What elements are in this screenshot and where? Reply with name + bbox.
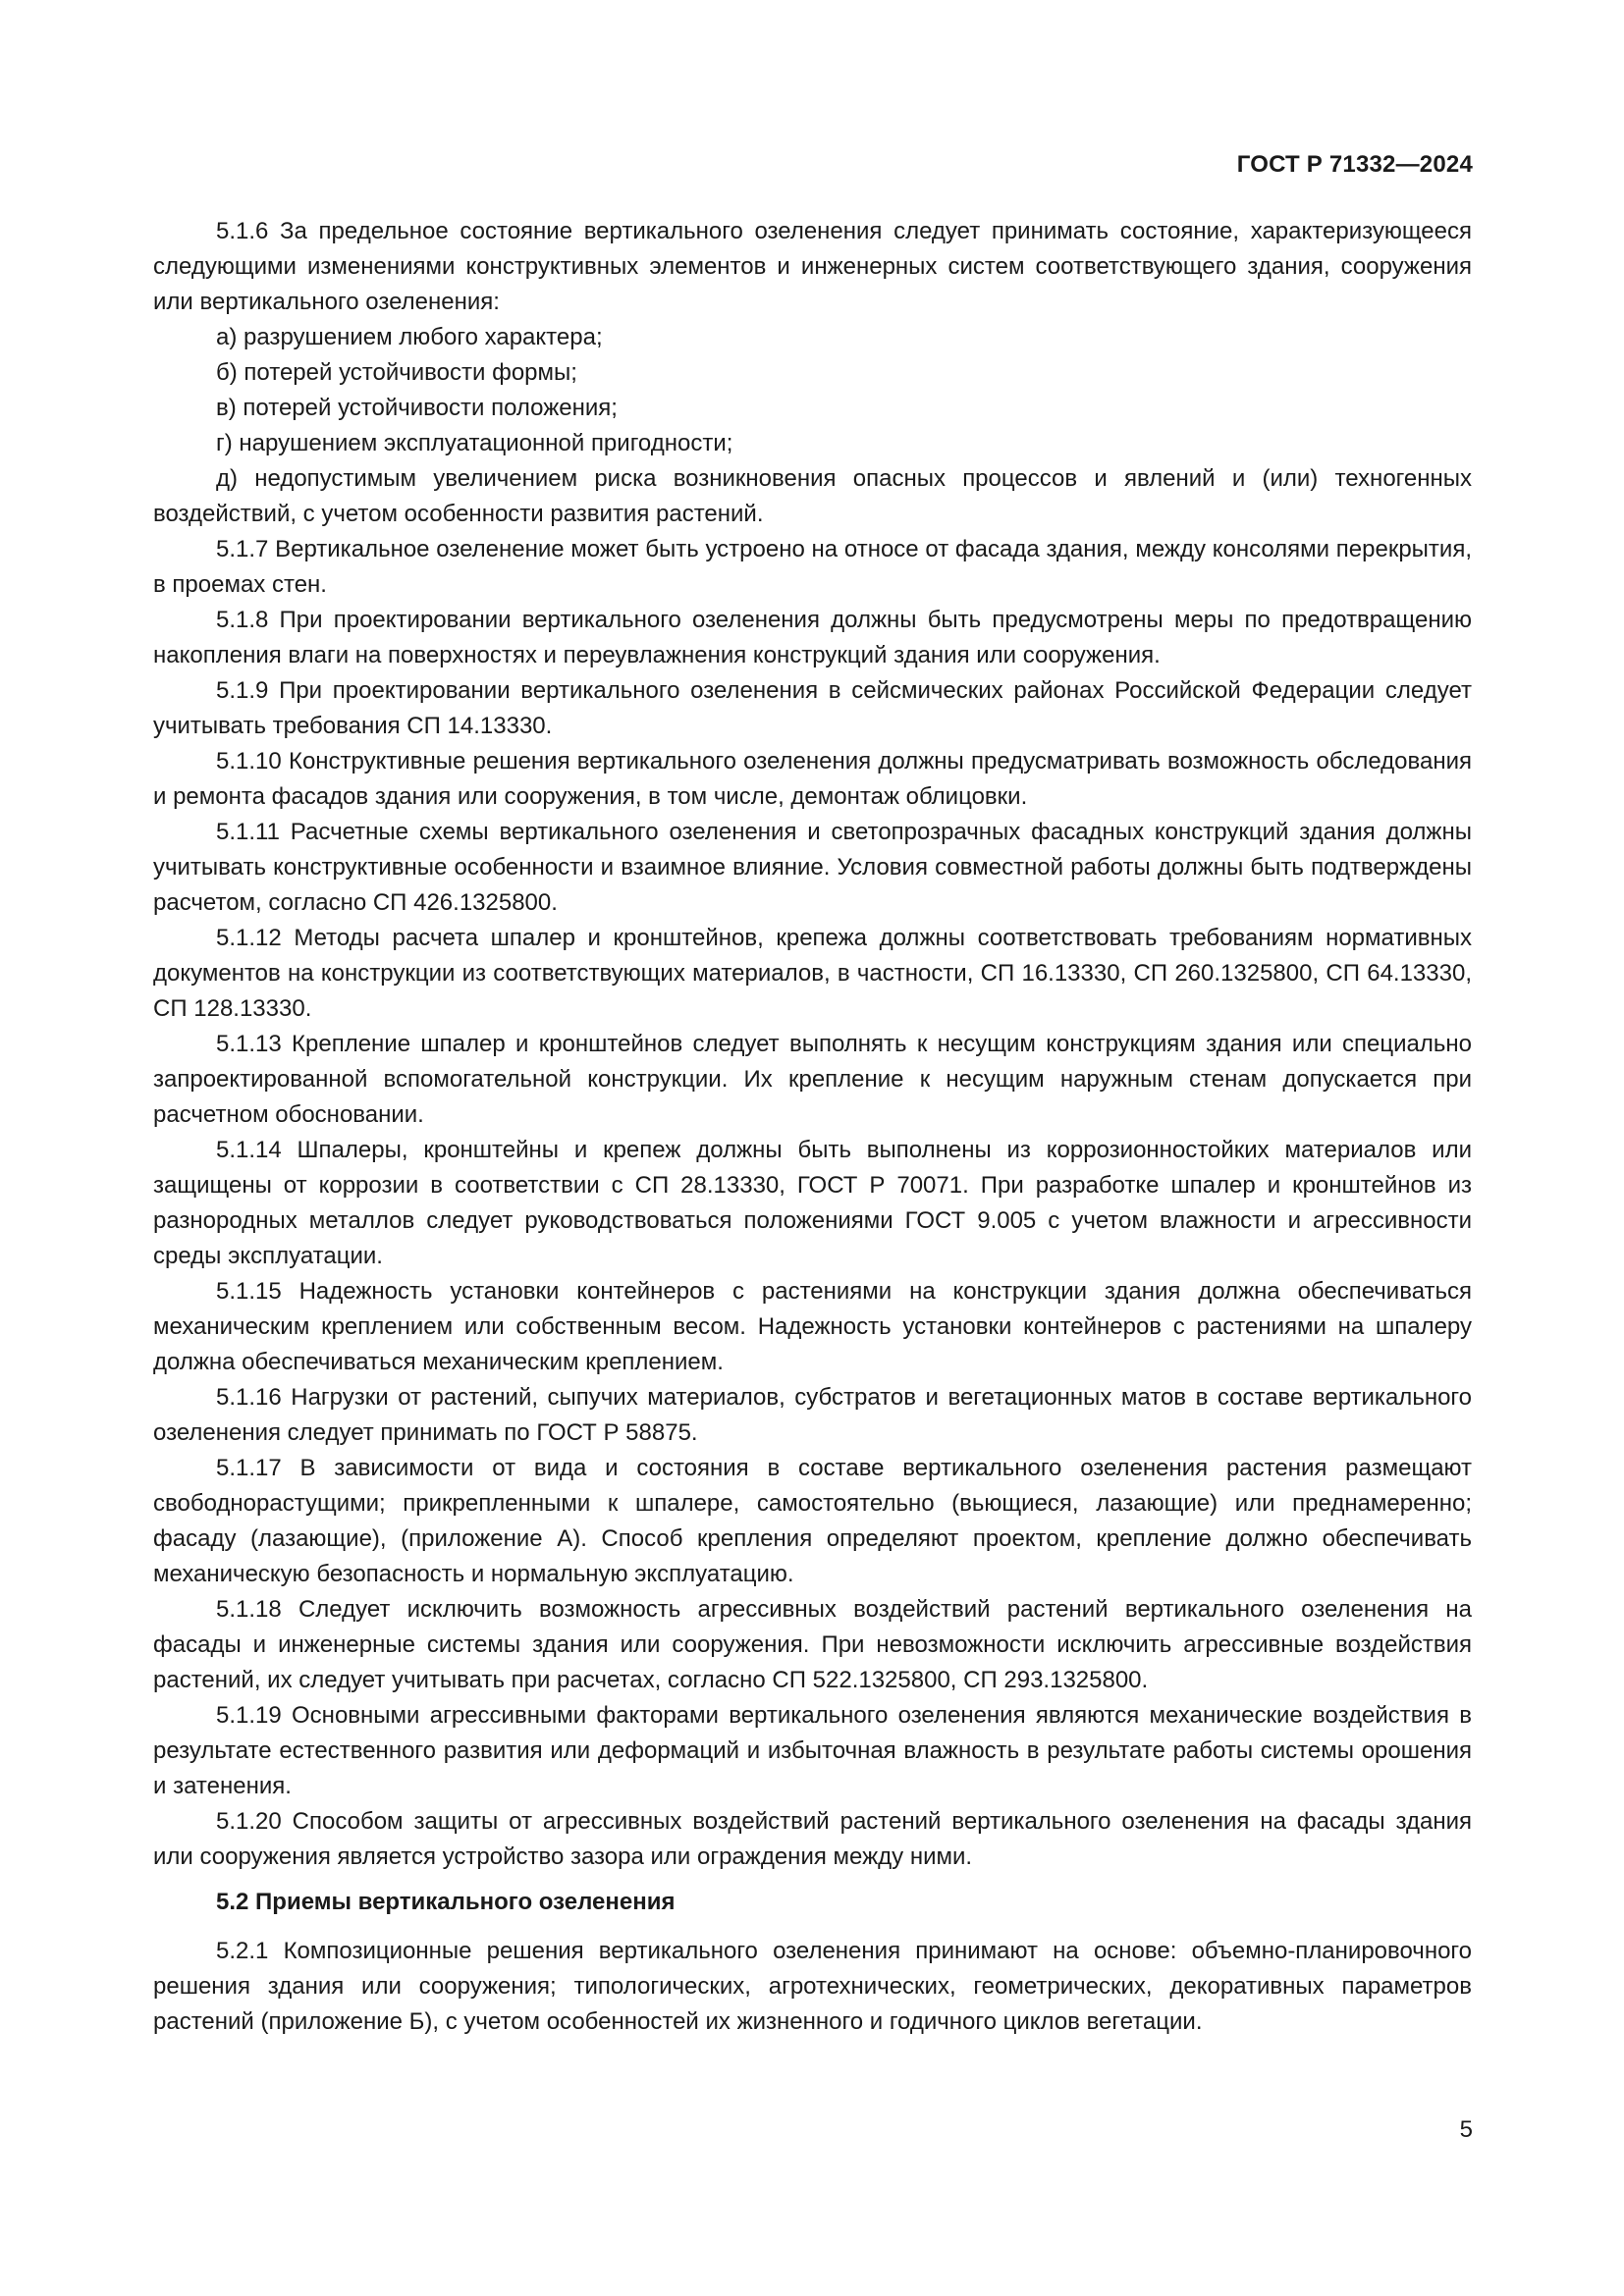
clause-5-1-12: 5.1.12 Методы расчета шпалер и кронштейнов, крепежа должны соответствовать требованиям нормативных документов на конструкции из соответствующих материалов, в частности, СП 16.13330, СП 260.1325800, СП 64.13330, СП 128.13330.: [153, 925, 1472, 1022]
clause-5-1-15: 5.1.15 Надежность установки контейнеров с растениями на конструкции здания должна обеспечиваться механическим креплением или собственным весом. Надежность установки контейнеров с растениями на шпалеру должна обеспечиваться механическим креплением.: [153, 1278, 1472, 1375]
clause-5-1-20: 5.1.20 Способом защиты от агрессивных воздействий растений вертикального озеленения на фасады здания или сооружения является устройство зазора или ограждения между ними.: [153, 1808, 1472, 1870]
list-item-a: а) разрушением любого характера;: [216, 324, 603, 350]
section-5-2-heading: 5.2 Приемы вертикального озеленения: [216, 1889, 676, 1915]
clause-5-1-17: 5.1.17 В зависимости от вида и состояния в составе вертикального озеленения растения размещают свободнорастущими; прикрепленными к шпалере, самостоятельно (вьющиеся, лазающие) или преднамеренно; фасаду (лазающие), (приложение А). Способ крепления определяют проектом, крепление должно обеспечивать механическую безопасность и нормальную эксплуатацию.: [153, 1455, 1472, 1587]
document-body: [153, 214, 1472, 2040]
list-item-v: в) потерей устойчивости положения;: [216, 395, 618, 421]
clause-5-1-11: 5.1.11 Расчетные схемы вертикального озеленения и светопрозрачных фасадных конструкций здания должны учитывать конструктивные особенности и взаимное влияние. Условия совместной работы должны быть подтверждены расчетом, согласно СП 426.1325800.: [153, 819, 1472, 916]
list-item-g: г) нарушением эксплуатационной пригодности;: [216, 430, 733, 456]
clause-5-1-7: 5.1.7 Вертикальное озеленение может быть устроено на относе от фасада здания, между консолями перекрытия, в проемах стен.: [153, 536, 1472, 598]
clause-5-1-6-intro: 5.1.6 За предельное состояние вертикального озеленения следует принимать состояние, характеризующееся следующими изменениями конструктивных элементов и инженерных систем соответствующего здания, сооружения или вертикального озеленения:: [153, 218, 1472, 315]
clause-5-1-14: 5.1.14 Шпалеры, кронштейны и крепеж должны быть выполнены из коррозионностойких материалов или защищены от коррозии в соответствии с СП 28.13330, ГОСТ Р 70071. При разработке шпалер и кронштейнов из разнородных металлов следует руководствоваться положениями ГОСТ 9.005 с учетом влажности и агрессивности среды эксплуатации.: [153, 1137, 1472, 1269]
clause-5-1-10: 5.1.10 Конструктивные решения вертикального озеленения должны предусматривать возможность обследования и ремонта фасадов здания или сооружения, в том числе, демонтаж облицовки.: [153, 748, 1472, 810]
clause-5-1-19: 5.1.19 Основными агрессивными факторами вертикального озеленения являются механические воздействия в результате естественного развития или деформаций и избыточная влажность в результате работы системы орошения и затенения.: [153, 1702, 1472, 1799]
document-code-header: ГОСТ Р 71332—2024: [1236, 151, 1473, 178]
page-number: 5: [1459, 2116, 1473, 2143]
clause-5-1-9: 5.1.9 При проектировании вертикального озеленения в сейсмических районах Российской Федерации следует учитывать требования СП 14.13330.: [153, 677, 1472, 739]
clause-5-1-8: 5.1.8 При проектировании вертикального озеленения должны быть предусмотрены меры по предотвращению накопления влаги на поверхностях и переувлажнения конструкций здания или сооружения.: [153, 607, 1472, 668]
list-item-d: д) недопустимым увеличением риска возникновения опасных процессов и явлений и (или) техногенных воздействий, с учетом особенности развития растений.: [153, 465, 1472, 527]
clause-5-1-13: 5.1.13 Крепление шпалер и кронштейнов следует выполнять к несущим конструкциям здания или специально запроектированной вспомогательной конструкции. Их крепление к несущим наружным стенам допускается при расчетном обосновании.: [153, 1031, 1472, 1128]
clause-5-1-18: 5.1.18 Следует исключить возможность агрессивных воздействий растений вертикального озеленения на фасады и инженерные системы здания или сооружения. При невозможности исключить агрессивные воздействия растений, их следует учитывать при расчетах, согласно СП 522.1325800, СП 293.1325800.: [153, 1596, 1472, 1693]
clause-5-2-1: 5.2.1 Композиционные решения вертикального озеленения принимают на основе: объемно-планировочного решения здания или сооружения; типологических, агротехнических, геометрических, декоративных параметров растений (приложение Б), с учетом особенностей их жизненного и годичного циклов вегетации.: [153, 1938, 1472, 2035]
list-item-b: б) потерей устойчивости формы;: [216, 359, 577, 386]
clause-5-1-16: 5.1.16 Нагрузки от растений, сыпучих материалов, субстратов и вегетационных матов в составе вертикального озеленения следует принимать по ГОСТ Р 58875.: [153, 1384, 1472, 1446]
